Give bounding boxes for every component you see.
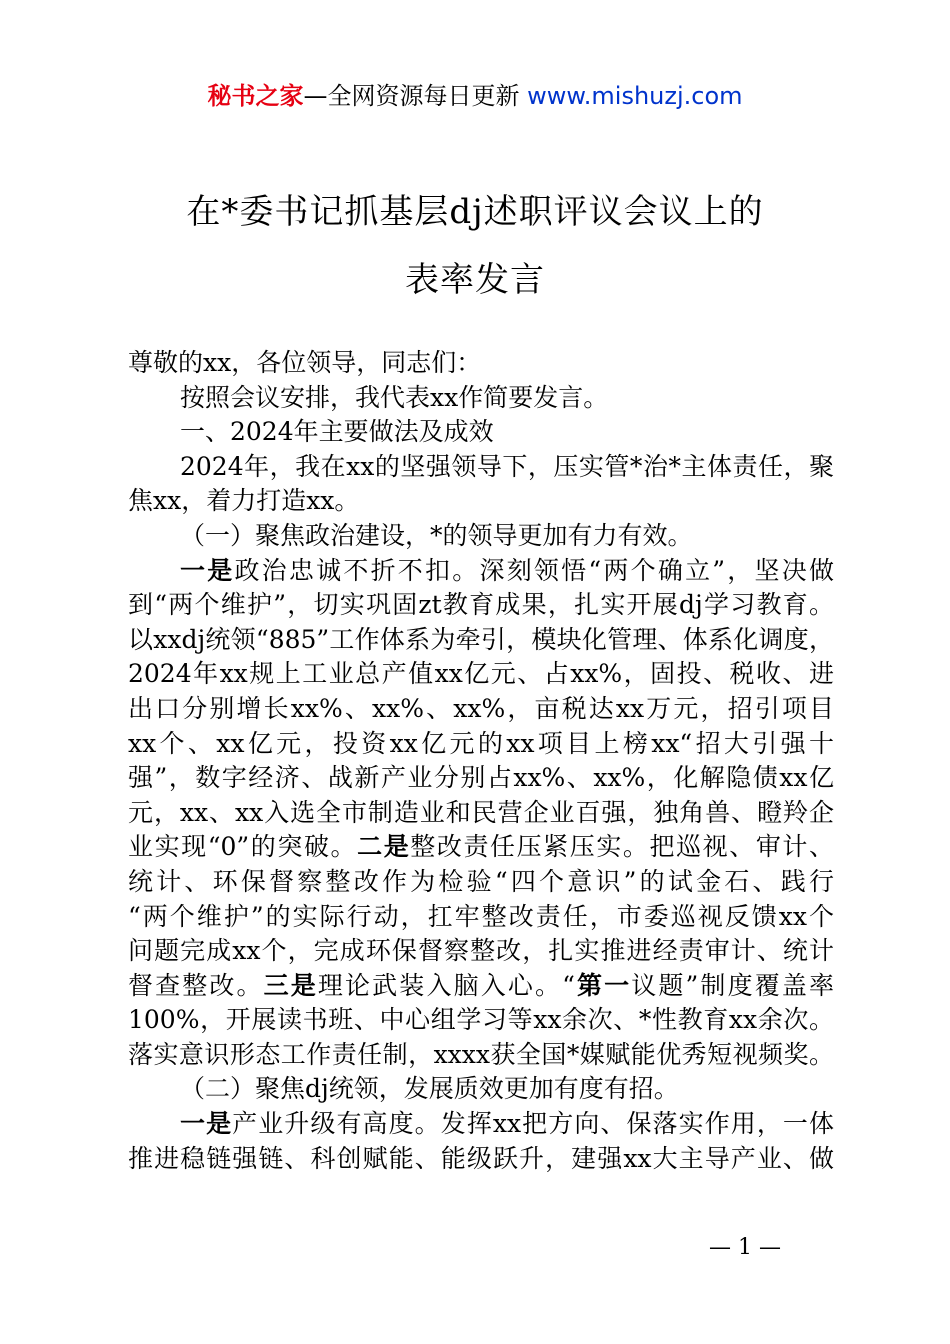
paragraph-line: 焦xx，着力打造xx。	[128, 486, 360, 516]
paragraph-line: 问题完成xx个，完成环保督察整改，扎实推进经责审计、统计	[128, 936, 834, 966]
bold-marker: 第一	[574, 970, 632, 1000]
paragraph-line: 到“两个维护”，切实巩固zt教育成果，扎实开展dj学习教育。	[128, 590, 834, 620]
paragraph-line: 推进稳链强链、科创赋能、能级跃升，建强xx大主导产业、做	[128, 1143, 834, 1173]
paragraph-line: 出口分别增长xx%、xx%、xx%，亩税达xx万元，招引项目	[128, 693, 834, 723]
paragraph-text: 业实现“0”的突破。	[128, 832, 358, 862]
paragraph-text: 整改责任压紧压实。把巡视、审计、	[410, 832, 834, 862]
paragraph-line: 元，xx、xx入选全市制造业和民营企业百强，独角兽、瞪羚企	[128, 797, 834, 827]
paragraph-text: 议题”制度覆盖率	[631, 970, 834, 1000]
document-title-line-1: 在*委书记抓基层dj述职评议会议上的	[186, 192, 764, 232]
paragraph-text: 理论武装入脑入心。“	[317, 970, 575, 1000]
paragraph-line: 100%，开展读书班、中心组学习等xx余次、*性教育xx余次。	[128, 1005, 834, 1035]
paragraph-text: 督查整改。	[128, 970, 264, 1000]
site-header	[0, 80, 950, 112]
paragraph-line: 以xxdj统领“885”工作体系为牵引，模块化管理、体系化调度，	[128, 624, 834, 654]
paragraph-line	[128, 969, 834, 1004]
section-heading: 一、2024年主要做法及成效	[180, 417, 494, 447]
bold-marker: 一是	[180, 555, 235, 585]
paragraph-line: 落实意识形态工作责任制，xxxx获全国*媒赋能优秀短视频奖。	[128, 1039, 834, 1069]
paragraph-line: 强”，数字经济、战新产业分别占xx%、xx%，化解隐债xx亿	[128, 763, 834, 793]
bold-marker: 二是	[357, 832, 411, 862]
document-title-line-2: 表率发言	[405, 260, 545, 300]
paragraph-line: 统计、环保督察整改作为检验“四个意识”的试金石、践行	[128, 866, 834, 896]
paragraph-line	[128, 554, 834, 589]
paragraph-text: 政治忠诚不折不扣。深刻领悟“两个确立”，坚决做	[234, 555, 834, 585]
header-url[interactable]: www.mishuzj.com	[527, 82, 743, 110]
salutation: 尊敬的xx，各位领导，同志们：	[128, 348, 482, 377]
paragraph-line: 2024年xx规上工业总产值xx亿元、占xx%，固投、税收、进	[128, 659, 834, 689]
paragraph-line: 按照会议安排，我代表xx作简要发言。	[180, 382, 609, 412]
paragraph-line: xx个、xx亿元，投资xx亿元的xx项目上榜xx“招大引强十	[128, 728, 834, 758]
paragraph-line	[128, 1107, 834, 1142]
page-number: — 1 —	[709, 1235, 781, 1260]
document-body	[128, 346, 834, 1176]
paragraph-line	[128, 830, 834, 865]
bold-marker: 一是	[180, 1109, 233, 1139]
bold-marker: 三是	[263, 970, 318, 1000]
header-slogan: —全网资源每日更新	[303, 82, 528, 110]
brand-name: 秘书之家	[207, 82, 304, 110]
subsection-heading: （二）聚焦dj统领，发展质效更加有度有招。	[180, 1074, 679, 1104]
paragraph-text: 产业升级有高度。发挥xx把方向、保落实作用，一体	[232, 1109, 834, 1139]
paragraph-line: “两个维护”的实际行动，扛牢整改责任，市委巡视反馈xx个	[128, 901, 834, 931]
paragraph-line: 2024年，我在xx的坚强领导下，压实管*治*主体责任，聚	[180, 451, 834, 481]
subsection-heading: （一）聚焦政治建设，*的领导更加有力有效。	[180, 520, 693, 550]
